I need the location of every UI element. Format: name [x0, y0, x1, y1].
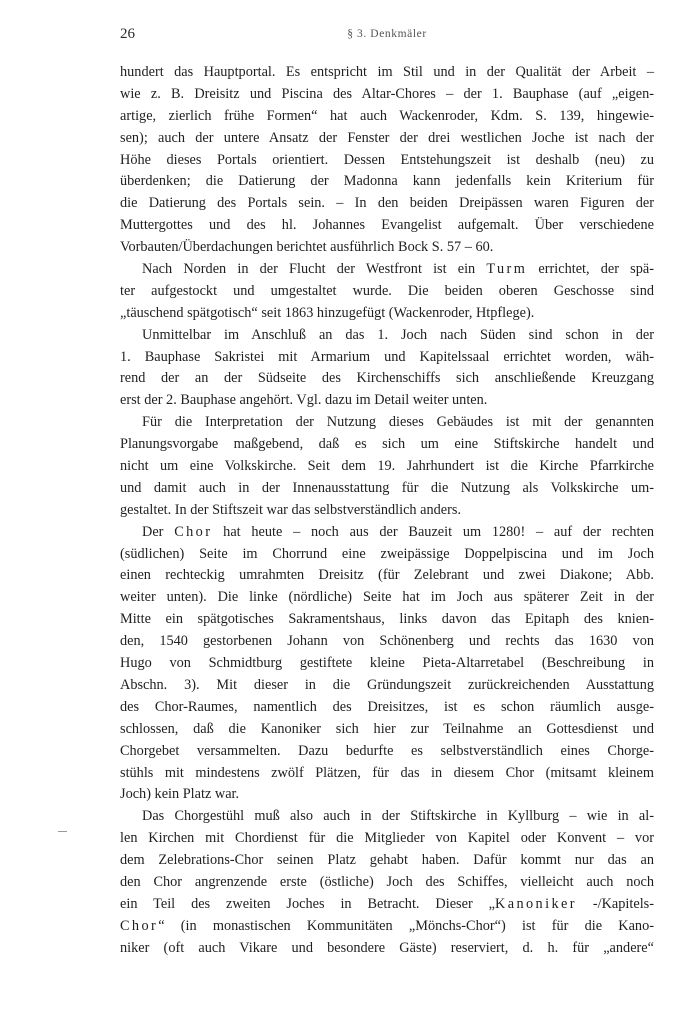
text-line — [120, 675, 654, 697]
line-text: nicht um eine Volkskirche. Seit dem 19. Jahrhundert ist die Kirche Pfarrkirche — [120, 458, 654, 475]
line-text: 1. Bauphase Sakristei mit Armarium und Kapitelssaal errichtet worden, wäh- — [120, 348, 654, 365]
spaced-term: Chor — [174, 523, 213, 540]
text-line — [120, 784, 654, 806]
text-line — [120, 631, 654, 653]
text-line — [120, 741, 654, 763]
line-text: len Kirchen mit Chordienst für die Mitglieder von Kapitel oder Konvent – vor — [120, 830, 654, 847]
line-text: schlossen, daß die Kanoniker sich hier zur Teilnahme an Gottesdienst und — [120, 720, 654, 737]
line-text: den, 1540 gestorbenen Johann von Schönenberg und rechts das 1630 von — [120, 633, 654, 650]
text-line — [120, 193, 654, 215]
spaced-term: Turm — [486, 261, 528, 278]
line-text: Der — [142, 523, 175, 540]
line-text: rend der an der Südseite des Kirchenschiffs sich anschließende Kreuzgang — [120, 370, 654, 387]
text-line — [120, 106, 654, 128]
text-line — [120, 544, 654, 566]
margin-mark — [58, 831, 67, 832]
line-text: den Chor angrenzende erste (östliche) Joch des Schiffes, vielleicht auch noch — [120, 873, 654, 890]
line-text: überdenken; die Datierung der Madonna kann jedenfalls kein Kriterium für — [120, 173, 654, 190]
line-text: Planungsvorgabe maßgebend, daß es sich um eine Stiftskirche handelt und — [120, 436, 654, 453]
text-line — [120, 609, 654, 631]
line-text: Abschn. 3). Mit dieser in die Gründungszeit zurückreichenden Ausstattung — [120, 676, 654, 693]
line-text: Das Chorgestühl muß also auch in der Stiftskirche in Kyllburg – wie in al- — [142, 808, 654, 825]
text-line — [120, 872, 654, 894]
line-text: Chorgebet versammelten. Dazu bedurfte es selbstverständlich eines Chorge- — [120, 742, 654, 759]
line-text: ter aufgestockt und umgestaltet wurde. Die beiden oberen Geschosse sind — [120, 282, 654, 299]
line-text: Vorbauten/Überdachungen berichtet ausführlich Bock S. 57 – 60. — [120, 239, 494, 256]
line-text: hundert das Hauptportal. Es entspricht im Stil und in der Qualität der Arbeit – — [120, 64, 654, 80]
text-line — [120, 828, 654, 850]
text-line — [120, 500, 654, 522]
line-text: -/Kapitels- — [576, 895, 654, 912]
text-line — [120, 171, 654, 193]
text-line — [120, 697, 654, 719]
text-line — [120, 806, 654, 828]
text-line — [120, 390, 654, 412]
line-text: ein Teil des zweiten Joches in Betracht. Dieser „ — [120, 895, 495, 912]
text-line — [120, 894, 654, 916]
line-text: „täuschend spätgotisch“ seit 1863 hinzugefügt (Wackenroder, Htpflege). — [120, 304, 535, 321]
line-text: artige, zierlich frühe Formen“ hat auch Wackenroder, Kdm. S. 139, hingewie- — [120, 107, 654, 124]
text-line — [120, 653, 654, 675]
text-line — [120, 325, 654, 347]
text-line — [120, 150, 654, 172]
text-line — [120, 347, 654, 369]
section-title: § 3. Denkmäler — [347, 28, 427, 40]
line-text: weiter unten). Die linke (nördliche) Seite hat im Joch aus späterer Zeit in der — [120, 589, 654, 606]
line-text: und damit auch in der Innenausstattung für die Nutzung als Volkskirche um- — [120, 479, 654, 496]
line-text: stühls mit mindestens zwölf Plätzen, für das in diesem Chor (mitsamt kleinem — [120, 764, 654, 781]
text-line — [120, 850, 654, 872]
text-line — [120, 478, 654, 500]
text-line — [120, 259, 654, 281]
text-line — [120, 303, 654, 325]
line-text: Für die Interpretation der Nutzung dieses Gebäudes ist mit der genannten — [142, 414, 654, 431]
line-text: (südlichen) Seite im Chorrund eine zweipässige Doppelpiscina und im Joch — [120, 545, 654, 562]
line-text: einen rechteckig umrahmten Dreisitz (für Zelebrant und zwei Diakone; Abb. — [120, 567, 654, 584]
line-text: Mitte ein spätgotisches Sakramentshaus, links davon das Epitaph des knien- — [120, 611, 654, 628]
line-text: Joch) kein Platz war. — [120, 786, 240, 803]
line-text: hat heute – noch aus der Bauzeit um 1280! – auf der rechten — [212, 523, 654, 540]
running-head — [120, 26, 654, 46]
line-text: gestaltet. In der Stiftszeit war das selbstverständlich anders. — [120, 501, 462, 518]
line-text: wie z. B. Dreisitz und Piscina des Altar-Chores – der 1. Bauphase (auf „eigen- — [120, 85, 654, 102]
text-line — [120, 522, 654, 544]
line-text: die Datierung des Portals sein. – In den beiden Dreipässen waren Figuren der — [120, 195, 654, 212]
text-line — [120, 587, 654, 609]
text-line — [120, 368, 654, 390]
line-text: Höhe dieses Portals orientiert. Dessen Entstehungszeit ist deshalb (neu) zu — [120, 151, 654, 168]
text-line — [120, 62, 654, 84]
text-line — [120, 434, 654, 456]
body-text — [120, 62, 654, 960]
line-text: des Chor-Raumes, namentlich des Dreisitzes, ist es schon räumlich ausge- — [120, 698, 654, 715]
line-text: niker (oft auch Vikare und besondere Gäste) reserviert, d. h. für „andere“ — [120, 939, 654, 956]
line-text: Muttergottes und des hl. Johannes Evangelist aufgemalt. Über verschiedene — [120, 217, 654, 234]
text-line — [120, 84, 654, 106]
text-line — [120, 916, 654, 938]
line-text: Nach Norden in der Flucht der Westfront ist ein — [142, 261, 487, 278]
page-number: 26 — [120, 26, 135, 42]
spaced-term: Kanoniker — [494, 895, 577, 912]
line-text: erst der 2. Bauphase angehört. Vgl. dazu im Detail weiter unten. — [120, 392, 488, 409]
line-text: dem Zelebrations-Chor seinen Platz gehabt haben. Dafür kommt nur das an — [120, 852, 654, 869]
text-line — [120, 237, 654, 259]
text-line — [120, 412, 654, 434]
spaced-term: Chor — [120, 917, 159, 934]
line-text: Hugo von Schmidtburg gestiftete kleine Pieta-Altarretabel (Beschreibung in — [120, 655, 654, 672]
text-line — [120, 215, 654, 237]
text-line — [120, 456, 654, 478]
line-text: sen); auch der untere Ansatz der Fenster der drei westlichen Joche ist nach der — [120, 129, 654, 146]
text-line — [120, 128, 654, 150]
text-line — [120, 565, 654, 587]
text-line — [120, 719, 654, 741]
line-text: Unmittelbar im Anschluß an das 1. Joch nach Süden sind schon in der — [142, 326, 654, 343]
text-line — [120, 938, 654, 960]
line-text: errichtet, der spä- — [527, 261, 654, 278]
text-line — [120, 281, 654, 303]
text-line — [120, 763, 654, 785]
line-text: “ (in monastischen Kommunitäten „Mönchs-Chor“) ist für die Kano- — [158, 917, 654, 934]
